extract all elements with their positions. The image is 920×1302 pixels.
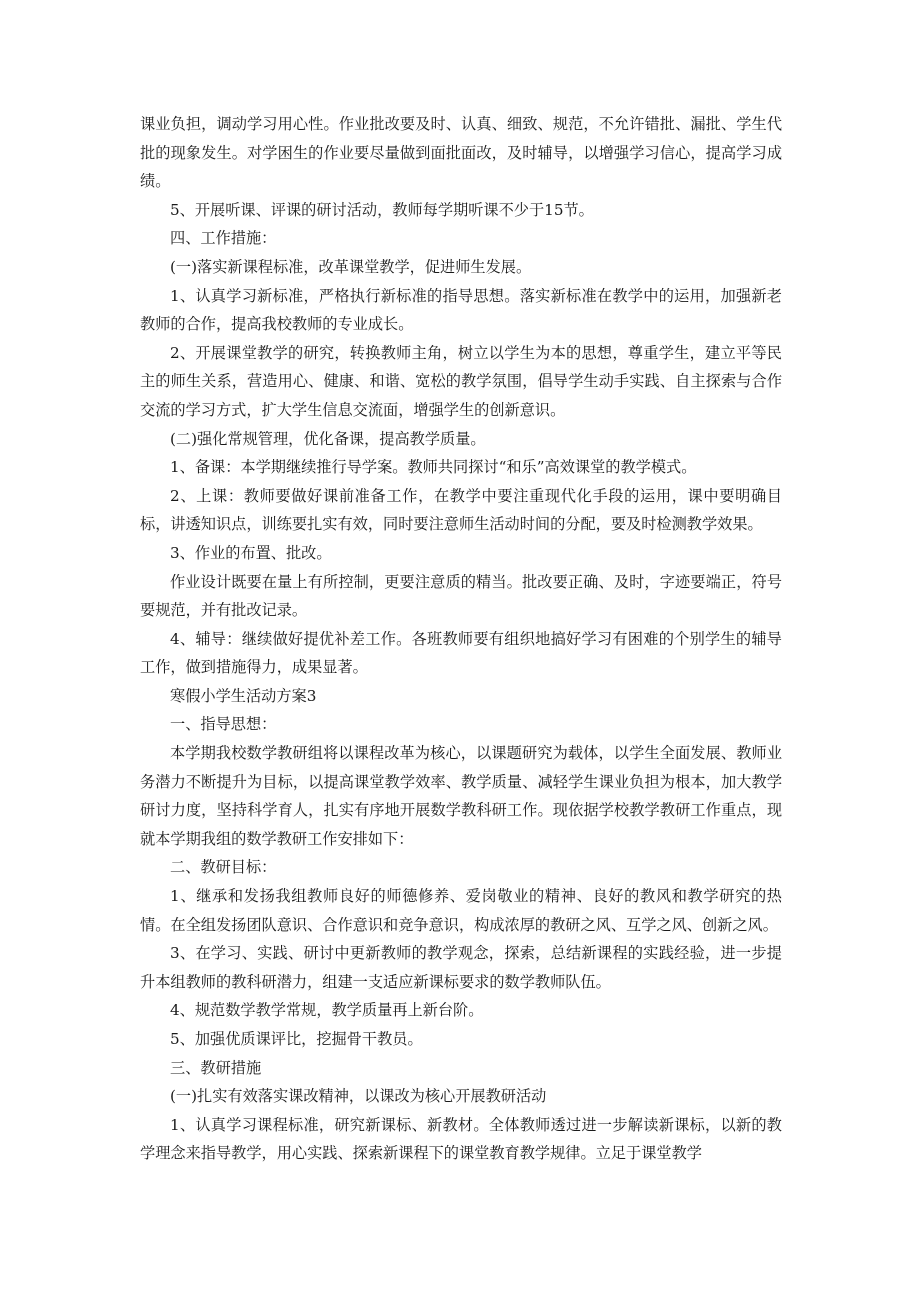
paragraph: 1、认真学习新标准，严格执行新标准的指导思想。落实新标准在教学中的运用，加强新老教师的合作，提高我校教师的专业成长。	[140, 286, 782, 334]
paragraph: 3、作业的布置、批改。	[170, 543, 332, 562]
paragraph: 5、开展听课、评课的研讨活动，教师每学期听课不少于15节。	[170, 200, 594, 219]
paragraph: 3、在学习、实践、研讨中更新教师的教学观念，探索，总结新课程的实践经验，进一步提升本组教师的教科研潜力，组建一支适应新课标要求的数学教师队伍。	[140, 944, 782, 991]
paragraph: 1、继承和发扬我组教师良好的师德修养、爱岗敬业的精神、良好的教风和教学研究的热情。在全组发扬团队意识、合作意识和竞争意识，构成浓厚的教研之风、互学之风、创新之风。	[140, 887, 782, 934]
document-body	[140, 110, 782, 1168]
paragraph: 4、辅导：继续做好提优补差工作。各班教师要有组织地搞好学习有困难的个别学生的辅导工作，做到措施得力，成果显著。	[140, 629, 782, 677]
paragraph: 1、认真学习课程标准，研究新课标、新教材。全体教师透过进一步解读新课标，以新的教学理念来指导教学，用心实践、探索新课程下的课堂教育教学规律。立足于课堂教学	[140, 1115, 782, 1163]
section-heading: 一、指导思想：	[170, 715, 277, 734]
document-title: 寒假小学生活动方案3	[170, 686, 317, 705]
paragraph: 2、上课：教师要做好课前准备工作，在教学中要注重现代化手段的运用，课中要明确目标，讲透知识点，训练要扎实有效，同时要注意师生活动时间的分配，要及时检测教学效果。	[140, 486, 782, 534]
paragraph: 1、备课：本学期继续推行导学案。教师共同探讨“和乐”高效课堂的教学模式。	[170, 458, 697, 477]
paragraph: 作业设计既要在量上有所控制，更要注意质的精当。批改要正确、及时，字迹要端正，符号要规范，并有批改记录。	[140, 572, 782, 620]
subsection-heading: (一)落实新课程标准，改革课堂教学，促进师生发展。	[170, 257, 532, 276]
paragraph: 4、规范数学教学常规，教学质量再上新台阶。	[170, 1001, 484, 1020]
paragraph: 2、开展课堂教学的研究，转换教师主角，树立以学生为本的思想，尊重学生，建立平等民主的师生关系，营造用心、健康、和谐、宽松的教学氛围，倡导学生动手实践、自主探索与合作交流的学习方式，扩大学生信息交流面，增强学生的创新意识。	[140, 343, 782, 419]
subsection-heading: (一)扎实有效落实课改精神，以课改为核心开展教研活动	[170, 1087, 547, 1106]
section-heading: 四、工作措施：	[170, 229, 277, 248]
subsection-heading: (二)强化常规管理，优化备课，提高教学质量。	[170, 429, 486, 448]
section-heading: 二、教研目标：	[170, 858, 277, 877]
paragraph: 本学期我校数学教研组将以课程改革为核心，以课题研究为载体，以学生全面发展、教师业务潜力不断提升为目标，以提高课堂教学效率、教学质量、减轻学生课业负担为根本，加大教学研讨力度，坚持科学育人，扎实有序地开展数学教科研工作。现依据学校教学教研工作重点，现就本学期我组的数学教研工作安排如下：	[140, 744, 782, 848]
paragraph: 5、加强优质课评比，挖掘骨干教员。	[170, 1030, 423, 1048]
section-heading: 三、教研措施	[170, 1058, 262, 1077]
paragraph: 课业负担，调动学习用心性。作业批改要及时、认真、细致、规范，不允许错批、漏批、学生代批的现象发生。对学困生的作业要尽量做到面批面改，及时辅导，以增强学习信心，提高学习成绩。	[140, 115, 782, 191]
